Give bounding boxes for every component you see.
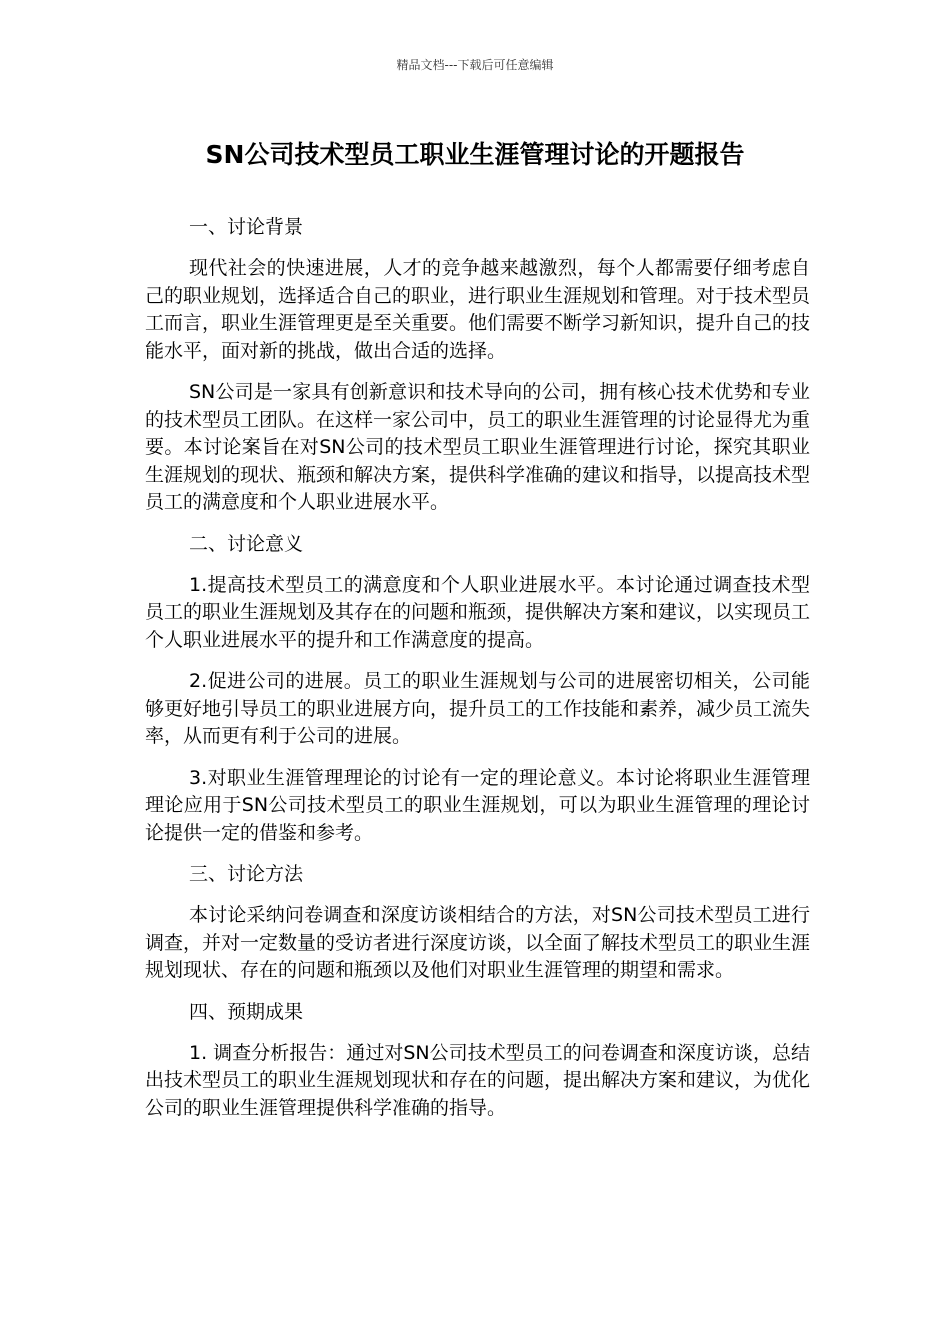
- section-methods: [145, 861, 810, 985]
- paragraph: 本讨论采纳问卷调查和深度访谈相结合的方法，对SN公司技术型员工进行调查，并对一定数量的受访者进行深度访谈，以全面了解技术型员工的职业生涯规划现状、存在的问题和瓶颈以及他们对职业生涯管理的期望和需求。: [145, 904, 811, 981]
- paragraph: 3.对职业生涯管理理论的讨论有一定的理论意义。本讨论将职业生涯管理理论应用于SN公司技术型员工的职业生涯规划，可以为职业生涯管理的理论讨论提供一定的借鉴和参考。: [145, 766, 810, 844]
- paragraph: SN公司是一家具有创新意识和技术导向的公司，拥有核心技术优势和专业的技术型员工团队。在这样一家公司中，员工的职业生涯管理的讨论显得尤为重要。本讨论案旨在对SN公司的技术型员工职业生涯管理进行讨论，探究其职业生涯规划的现状、瓶颈和解决方案，提供科学准确的建议和指导，以提高技术型员工的满意度和个人职业进展水平。: [145, 381, 811, 513]
- section-background: [145, 214, 810, 517]
- paragraph: 1.提高技术型员工的满意度和个人职业进展水平。本讨论通过调查技术型员工的职业生涯规划及其存在的问题和瓶颈，提供解决方案和建议，以实现员工个人职业进展水平的提升和工作满意度的提高。: [145, 573, 811, 651]
- section-heading: 二、讨论意义: [189, 532, 304, 555]
- section-significance: [145, 531, 810, 848]
- paragraph: 1. 调查分析报告：通过对SN公司技术型员工的问卷调查和深度访谈，总结出技术型员工的职业生涯规划现状和存在的问题，提出解决方案和建议，为优化公司的职业生涯管理提供科学准确的指导。: [145, 1041, 811, 1119]
- section-heading: 四、预期成果: [189, 1000, 304, 1023]
- section-heading: 三、讨论方法: [189, 863, 304, 885]
- document-title: SN公司技术型员工职业生涯管理讨论的开题报告: [205, 140, 745, 169]
- page-header: 精品文档---下载后可任意编辑: [396, 58, 554, 72]
- document-body: [145, 214, 810, 1136]
- paragraph: 现代社会的快速进展，人才的竞争越来越激烈，每个人都需要仔细考虑自己的职业规划，选择适合自己的职业，进行职业生涯规划和管理。对于技术型员工而言，职业生涯管理更是至关重要。他们需要不断学习新知识，提升自己的技能水平，面对新的挑战，做出合适的选择。: [145, 257, 811, 362]
- section-expected-results: [145, 999, 810, 1123]
- section-heading: 一、讨论背景: [189, 216, 304, 238]
- paragraph: 2.促进公司的进展。员工的职业生涯规划与公司的进展密切相关，公司能够更好地引导员工的职业进展方向，提升员工的工作技能和素养，减少员工流失率，从而更有利于公司的进展。: [145, 670, 811, 747]
